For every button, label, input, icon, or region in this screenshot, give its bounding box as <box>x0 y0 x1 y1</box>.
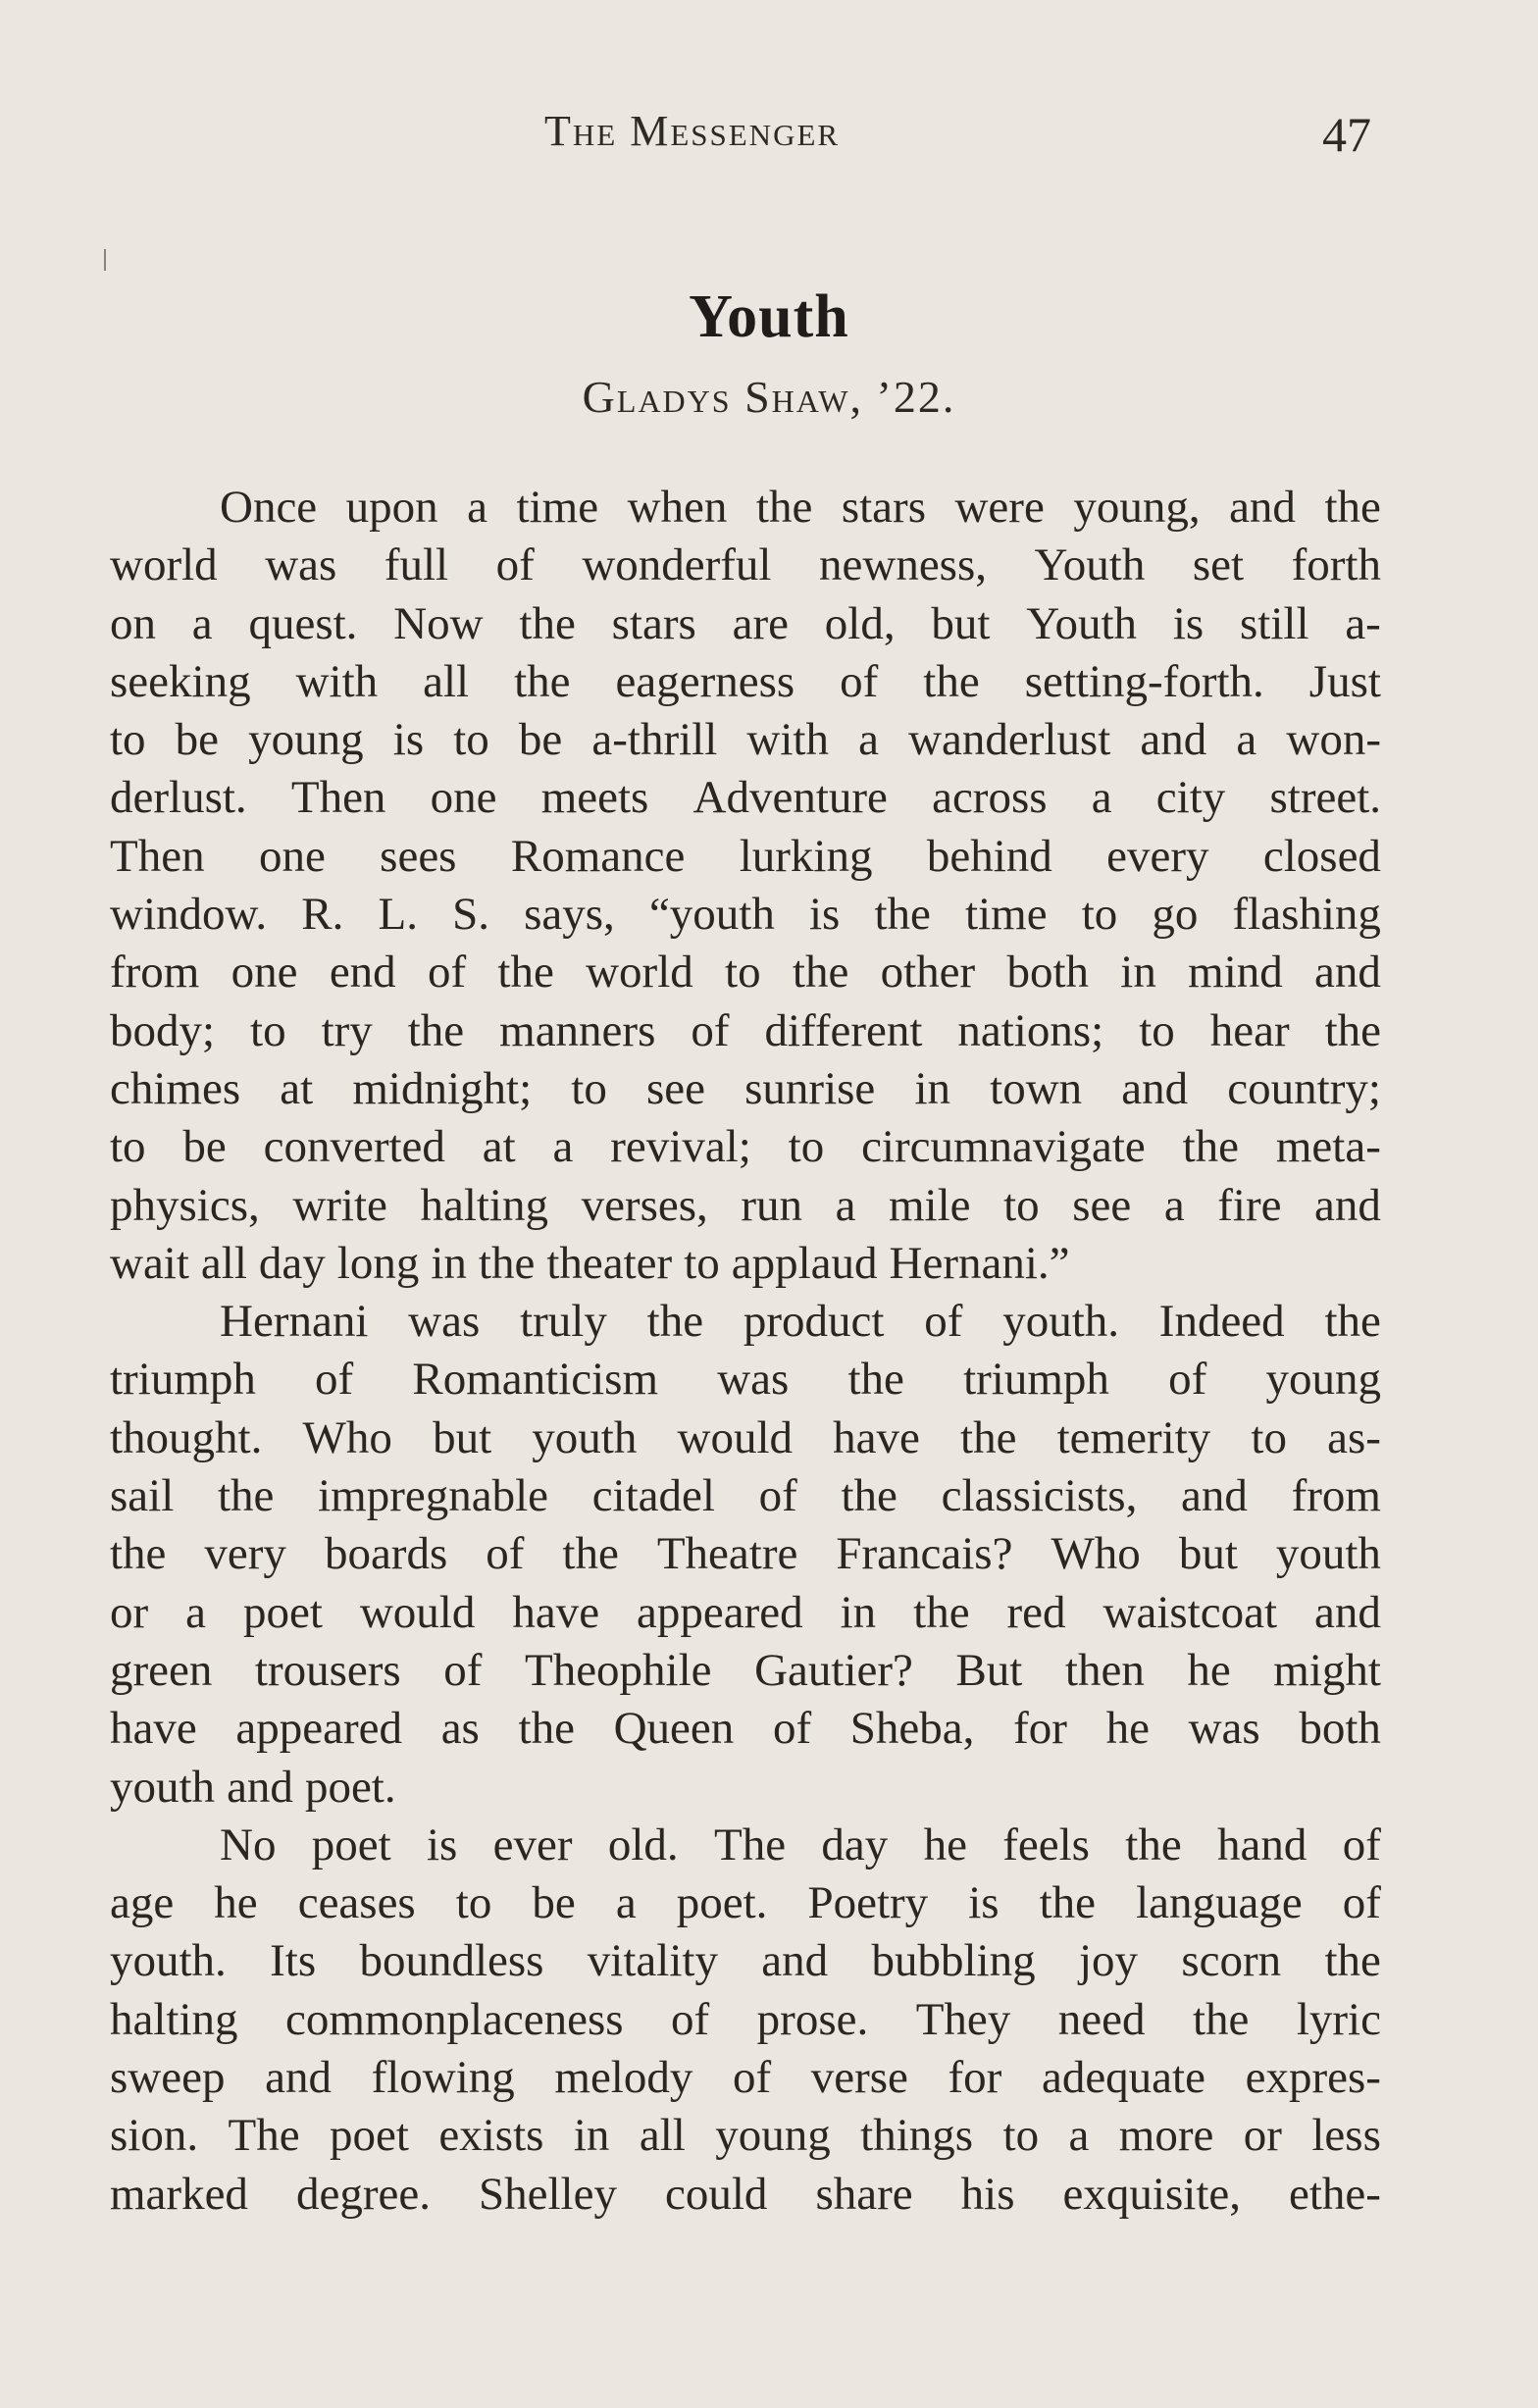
article-title: Youth <box>689 283 849 350</box>
journal-title: The Messenger <box>544 107 841 155</box>
text-line: sweep and flowing melody of verse for adequate expres- <box>110 2052 1381 2104</box>
text-line: derlust. Then one meets Adventure across a city street. <box>110 772 1381 824</box>
text-line: to be young is to be a-thrill with a wanderlust and a won- <box>110 714 1381 766</box>
text-line: Hernani was truly the product of youth. Indeed the <box>220 1296 1381 1348</box>
text-line: youth. Its boundless vitality and bubbling joy scorn the <box>110 1935 1381 1987</box>
text-line: window. R. L. S. says, “youth is the time to go flashing <box>110 889 1381 941</box>
margin-mark <box>104 249 106 271</box>
text-line: the very boards of the Theatre Francais? Who but youth <box>110 1528 1381 1580</box>
text-line: world was full of wonderful newness, Youth set forth <box>110 539 1381 591</box>
text-line: body; to try the manners of different nations; to hear the <box>110 1004 1381 1056</box>
text-line: seeking with all the eagerness of the setting-forth. Just <box>110 655 1381 707</box>
text-line: physics, write halting verses, run a mile to see a fire and <box>110 1179 1381 1231</box>
text-line: No poet is ever old. The day he feels the hand of <box>220 1819 1381 1870</box>
page-number: 47 <box>1322 107 1371 162</box>
running-head <box>0 106 1538 165</box>
text-line: green trousers of Theophile Gautier? But then he might <box>110 1644 1381 1696</box>
text-line: Once upon a time when the stars were young, and the <box>220 482 1381 533</box>
text-line: have appeared as the Queen of Sheba, for he was both <box>110 1703 1381 1755</box>
text-line: sion. The poet exists in all young things to a more or less <box>110 2110 1381 2162</box>
text-line: wait all day long in the theater to applaud Hernani.” <box>110 1237 1070 1289</box>
text-line: Then one sees Romance lurking behind every closed <box>110 830 1381 882</box>
text-line: to be converted at a revival; to circumnavigate the meta- <box>110 1121 1381 1173</box>
text-line: marked degree. Shelley could share his exquisite, ethe- <box>110 2168 1381 2220</box>
text-line: from one end of the world to the other both in mind and <box>110 947 1381 999</box>
text-line: chimes at midnight; to see sunrise in town and country; <box>110 1062 1381 1114</box>
text-line: thought. Who but youth would have the temerity to as- <box>110 1411 1381 1463</box>
article-byline: Gladys Shaw, ’22. <box>582 372 956 422</box>
text-line: sail the impregnable citadel of the classicists, and from <box>110 1470 1381 1522</box>
article-body <box>110 479 1381 2224</box>
text-line: or a poet would have appeared in the red waistcoat and <box>110 1586 1381 1638</box>
text-line: youth and poet. <box>110 1761 396 1813</box>
text-line: triumph of Romanticism was the triumph of young <box>110 1354 1381 1406</box>
text-line: age he ceases to be a poet. Poetry is the language of <box>110 1877 1381 1929</box>
text-line: halting commonplaceness of prose. They need the lyric <box>110 1993 1381 2045</box>
text-line: on a quest. Now the stars are old, but Youth is still a- <box>110 597 1381 649</box>
